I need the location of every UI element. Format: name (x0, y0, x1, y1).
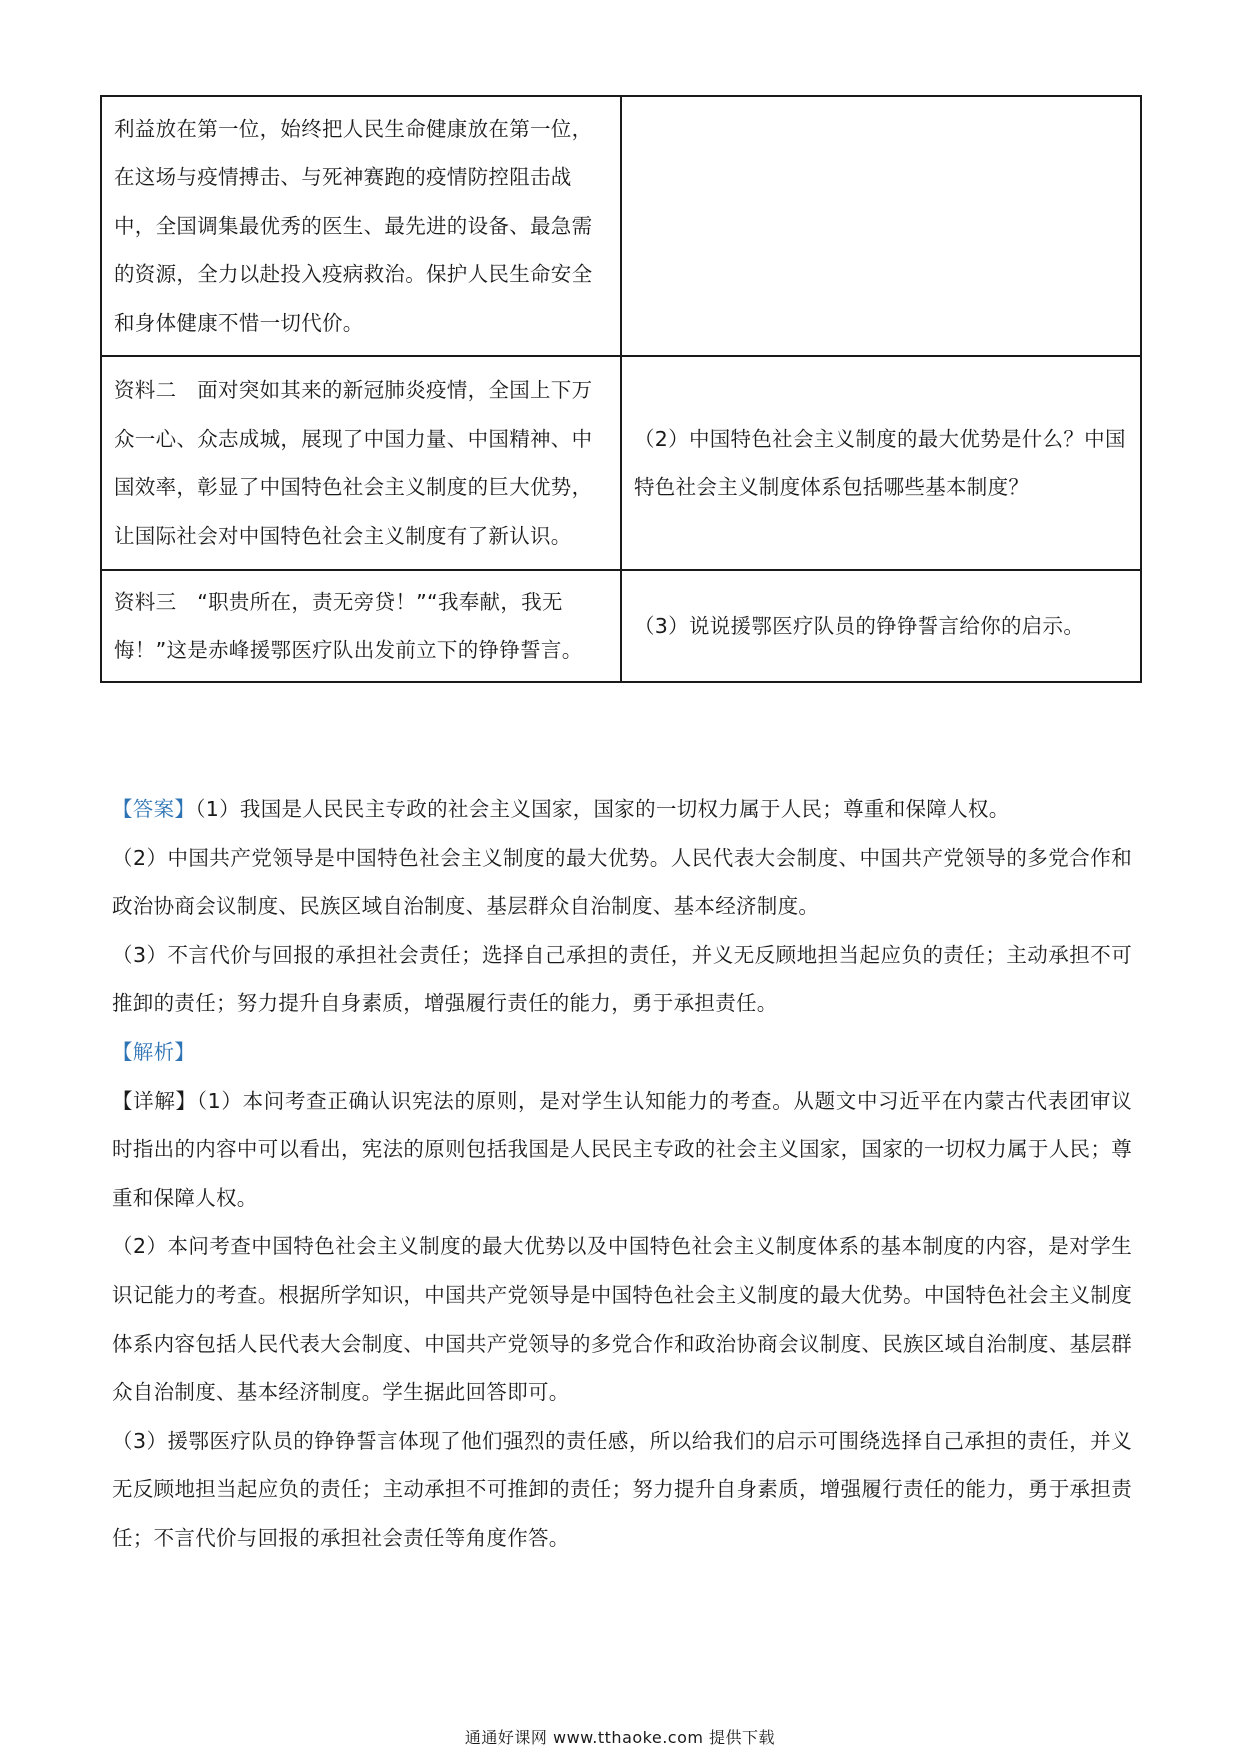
analysis-tag: 【解析】 (112, 1039, 196, 1064)
answer-text-1: （1）我国是人民民主专政的社会主义国家，国家的一切权力属于人民；尊重和保障人权。 (195, 797, 1010, 821)
detail-tag: 【详解】 (112, 1088, 197, 1113)
answer-paragraph-1 (112, 785, 1132, 834)
analysis-paragraph-2: （2）本问考查中国特色社会主义制度的最大优势以及中国特色社会主义制度体系的基本制度的内容，是对学生识记能力的考查。根据所学知识，中国共产党领导是中国特色社会主义制度的最大优势。中国特色社会主义制度体系内容包括人民代表大会制度、中国共产党领导的多党合作和政治协商会议制度、民族区域自治制度、基层群众自治制度、基本经济制度。学生据此回答即可。 (112, 1234, 1132, 1405)
answer-paragraph-3: （3）不言代价与回报的承担社会责任；选择自己承担的责任，并义无反顾地担当起应负的责任；主动承担不可推卸的责任；努力提升自身素质，增强履行责任的能力，勇于承担责任。 (112, 942, 1132, 1016)
analysis-paragraph-3: （3）援鄂医疗队员的铮铮誓言体现了他们强烈的责任感，所以给我们的启示可围绕选择自己承担的责任，并义无反顾地担当起应负的责任；主动承担不可推卸的责任；努力提升自身素质，增强履行责任的能力，勇于承担责任；不言代价与回报的承担社会责任等角度作答。 (112, 1428, 1132, 1550)
material-two-text: 资料二 面对突如其来的新冠肺炎疫情，全国上下万众一心、众志成城，展现了中国力量、中国精神、中国效率，彰显了中国特色社会主义制度的巨大优势，让国际社会对中国特色社会主义制度有了新认识。 (101, 356, 621, 570)
answer-tag: 【答案】 (112, 797, 196, 821)
analysis-paragraph-1 (112, 1077, 1132, 1223)
analysis-text-1: （1）本问考查正确认识宪法的原则，是对学生认知能力的考查。从题文中习近平在内蒙古代表团审议时指出的内容中可以看出，宪法的原则包括我国是人民民主专政的社会主义国家，国家的一切权力属于人民；尊重和保障人权。 (112, 1088, 1132, 1210)
question-cell-empty (621, 96, 1141, 356)
answer-paragraph-2: （2）中国共产党领导是中国特色社会主义制度的最大优势。人民代表大会制度、中国共产党领导的多党合作和政治协商会议制度、民族区域自治制度、基层群众自治制度、基本经济制度。 (112, 845, 1132, 919)
answer-analysis-section (112, 785, 1132, 1563)
material-one-text: 利益放在第一位，始终把人民生命健康放在第一位，在这场与疫情搏击、与死神赛跑的疫情防控阻击战中，全国调集最优秀的医生、最先进的设备、最急需的资源，全力以赴投入疫病救治。保护人民生命安全和身体健康不惜一切代价。 (101, 96, 621, 356)
table-row (101, 356, 1141, 570)
material-three-text: 资料三 “职贵所在，责无旁贷！”“我奉献，我无悔！”这是赤峰援鄂医疗队出发前立下的铮铮誓言。 (101, 570, 621, 682)
table-row (101, 96, 1141, 356)
question-two-text: （2）中国特色社会主义制度的最大优势是什么？中国特色社会主义制度体系包括哪些基本制度？ (621, 356, 1141, 570)
table-row (101, 570, 1141, 682)
page-footer: 通通好课网 www.tthaoke.com 提供下载 (464, 1728, 776, 1747)
materials-table (100, 95, 1142, 683)
question-three-text: （3）说说援鄂医疗队员的铮铮誓言给你的启示。 (621, 570, 1141, 682)
analysis-heading (112, 1028, 1132, 1077)
